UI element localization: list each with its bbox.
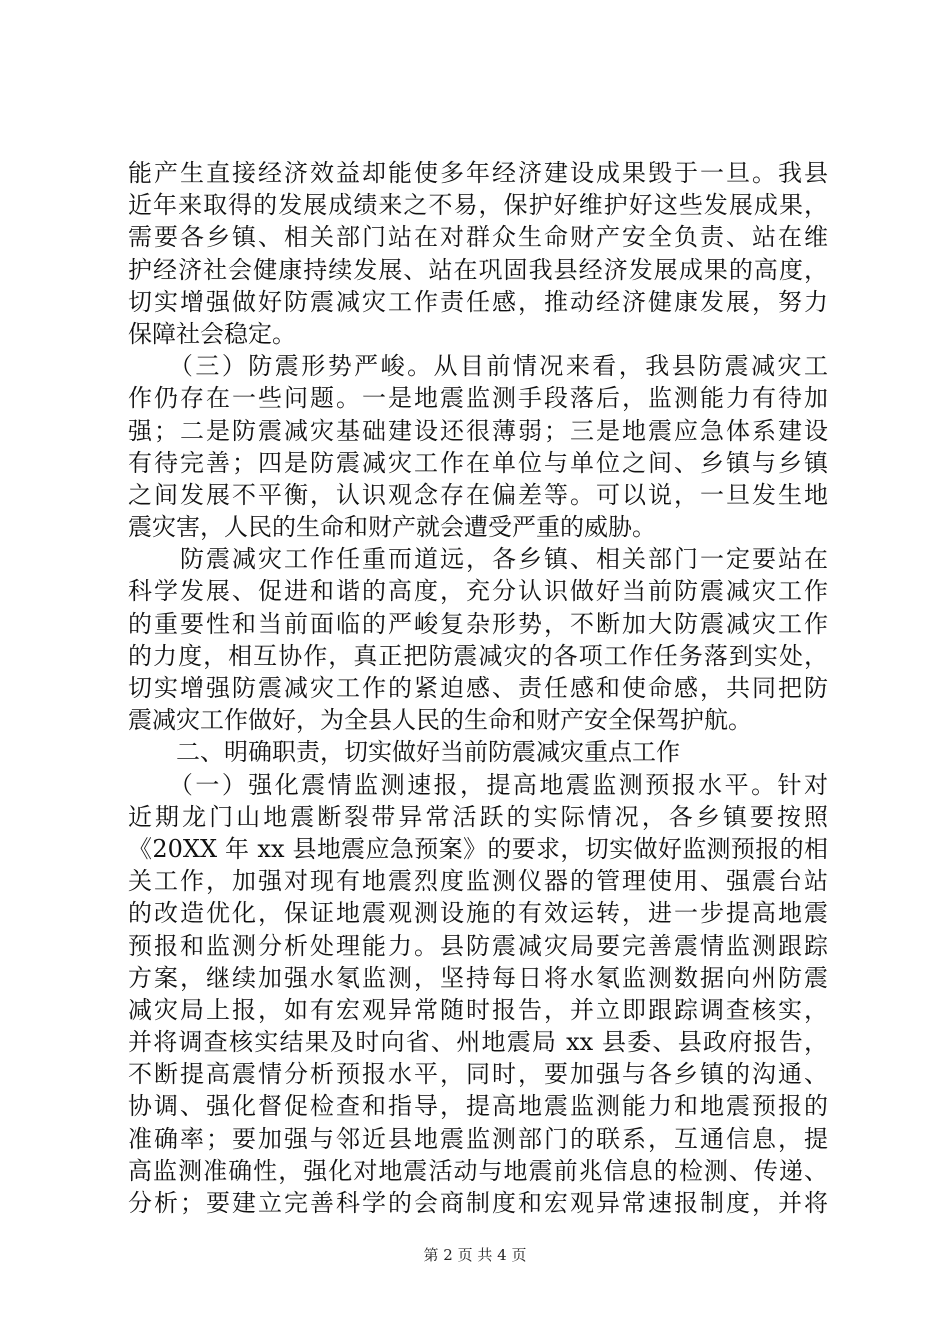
text-line: 关工作，加强对现有地震烈度监测仪器的管理使用、强震台站 — [128, 867, 828, 896]
text-line: 的力度，相互协作，真正把防震减灾的各项工作任务落到实处， — [128, 641, 828, 670]
text-line: 协调、强化督促检查和指导，提高地震监测能力和地震预报的 — [128, 1092, 828, 1121]
text-line: 科学发展、促进和谐的高度，充分认识做好当前防震减灾工作 — [128, 577, 828, 606]
text-line: 不断提高震情分析预报水平，同时，要加强与各乡镇的沟通、 — [128, 1060, 828, 1089]
text-line: 二、明确职责，切实做好当前防震减灾重点工作 — [128, 738, 680, 767]
text-line: 护经济社会健康持续发展、站在巩固我县经济发展成果的高度， — [128, 255, 828, 284]
text-line: 保障社会稳定。 — [128, 319, 296, 348]
text-line: 有待完善；四是防震减灾工作在单位与单位之间、乡镇与乡镇 — [128, 448, 828, 477]
text-line: 切实增强防震减灾工作的紧迫感、责任感和使命感，共同把防 — [128, 674, 828, 702]
text-line: 准确率；要加强与邻近县地震监测部门的联系，互通信息，提 — [128, 1124, 828, 1153]
text-line: 方案，继续加强水氡监测，坚持每日将水氡监测数据向州防震 — [128, 963, 828, 992]
text-line: 《20XX 年 xx 县地震应急预案》的要求，切实做好监测预报的相 — [128, 834, 828, 863]
text-line: 作仍存在一些问题。一是地震监测手段落后，监测能力有待加 — [128, 384, 828, 413]
text-line: 的重要性和当前面临的严峻复杂形势，不断加大防震减灾工作 — [128, 609, 828, 638]
text-line: 分析；要建立完善科学的会商制度和宏观异常速报制度，并将 — [128, 1189, 828, 1217]
text-line: （一）强化震情监测速报，提高地震监测预报水平。针对 — [128, 770, 828, 799]
page-footer: 第 2 页 共 4 页 — [423, 1246, 527, 1264]
text-line: 震减灾工作做好，为全县人民的生命和财产安全保驾护航。 — [128, 706, 752, 735]
text-line: 近年来取得的发展成绩来之不易，保护好维护好这些发展成果， — [128, 191, 828, 220]
text-line: 高监测准确性，强化对地震活动与地震前兆信息的检测、传递、 — [128, 1156, 828, 1185]
text-line: 预报和监测分析处理能力。县防震减灾局要完善震情监测跟踪 — [128, 931, 828, 960]
text-line: 切实增强做好防震减灾工作责任感，推动经济健康发展，努力 — [128, 287, 828, 316]
text-line: 之间发展不平衡，认识观念存在偏差等。可以说，一旦发生地 — [128, 480, 828, 509]
text-line: （三）防震形势严峻。从目前情况来看，我县防震减灾工 — [128, 352, 828, 381]
text-line: 需要各乡镇、相关部门站在对群众生命财产安全负责、站在维 — [128, 223, 828, 252]
text-line: 强；二是防震减灾基础建设还很薄弱；三是地震应急体系建设 — [128, 416, 828, 445]
text-line: 近期龙门山地震断裂带异常活跃的实际情况，各乡镇要按照 — [128, 802, 828, 831]
text-line: 震灾害，人民的生命和财产就会遭受严重的威胁。 — [128, 513, 656, 542]
text-line: 并将调查核实结果及时向省、州地震局 xx 县委、县政府报告， — [128, 1028, 828, 1057]
document-body — [128, 157, 828, 1219]
text-line: 的改造优化，保证地震观测设施的有效运转，进一步提高地震 — [128, 899, 828, 928]
text-line: 防震减灾工作任重而道远，各乡镇、相关部门一定要站在 — [128, 545, 828, 574]
text-line: 减灾局上报，如有宏观异常随时报告，并立即跟踪调查核实， — [128, 995, 828, 1024]
text-line: 能产生直接经济效益却能使多年经济建设成果毁于一旦。我县 — [128, 159, 828, 187]
